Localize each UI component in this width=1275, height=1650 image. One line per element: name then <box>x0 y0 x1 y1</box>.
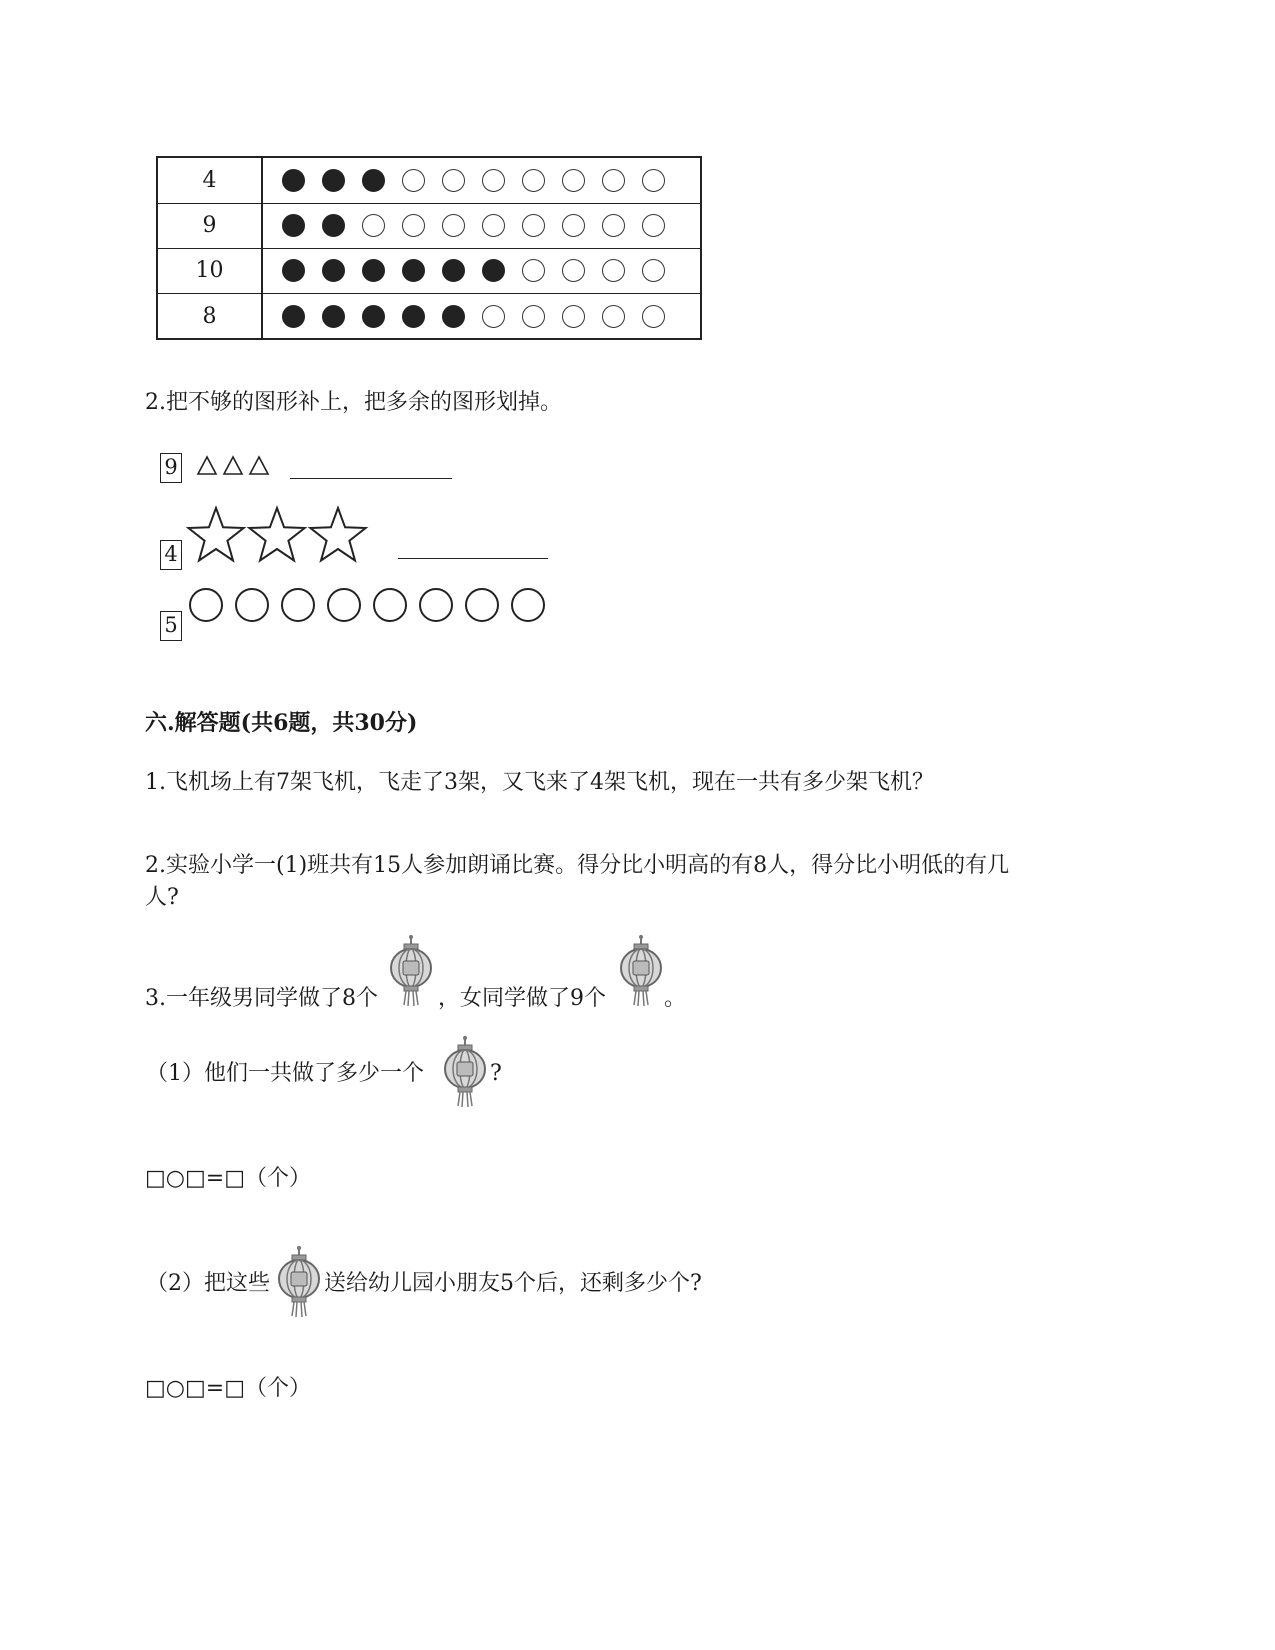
dot-table-number: 8 <box>158 293 263 339</box>
circle-row <box>189 588 545 622</box>
dot-table-number: 9 <box>158 203 263 248</box>
q2-number-box-triangles: 9 <box>160 453 182 483</box>
question-1: 1.飞机场上有7架飞机，飞走了3架，又飞来了4架飞机，现在一共有多少架飞机？ <box>145 770 934 795</box>
circle-shape[interactable] <box>189 588 223 622</box>
lantern-icon <box>388 933 434 1009</box>
filled-dot[interactable] <box>442 259 465 282</box>
star-row <box>186 504 372 570</box>
sub-question-1-end: ? <box>490 1061 502 1086</box>
circle-shape[interactable] <box>511 588 545 622</box>
triangle-shape[interactable] <box>198 457 216 474</box>
empty-dot[interactable] <box>602 305 625 328</box>
triangle-shape[interactable] <box>224 457 242 474</box>
dot-table-number: 4 <box>158 158 263 203</box>
empty-dot[interactable] <box>562 169 585 192</box>
answer-line-stars[interactable] <box>398 558 548 559</box>
circle-shape[interactable] <box>281 588 315 622</box>
dot-table-row <box>158 293 700 339</box>
empty-dot[interactable] <box>522 259 545 282</box>
lantern-icon <box>276 1244 322 1320</box>
star-shape[interactable] <box>188 508 243 561</box>
empty-dot[interactable] <box>642 169 665 192</box>
formula-2[interactable]: □○□=□（个） <box>145 1376 311 1401</box>
empty-dot[interactable] <box>442 214 465 237</box>
empty-dot[interactable] <box>602 259 625 282</box>
question-3-text-b: ，女同学做了9个 <box>438 986 606 1011</box>
star-shape[interactable] <box>310 508 365 561</box>
empty-dot[interactable] <box>602 169 625 192</box>
filled-dot[interactable] <box>282 305 305 328</box>
question-3-text-c: 。 <box>664 986 687 1011</box>
formula-1[interactable]: □○□=□（个） <box>145 1166 311 1191</box>
filled-dot[interactable] <box>402 305 425 328</box>
circle-shape[interactable] <box>327 588 361 622</box>
circle-shape[interactable] <box>235 588 269 622</box>
filled-dot[interactable] <box>322 214 345 237</box>
filled-dot[interactable] <box>282 214 305 237</box>
empty-dot[interactable] <box>522 169 545 192</box>
empty-dot[interactable] <box>442 169 465 192</box>
section-heading: 六.解答题(共6题，共30分) <box>145 710 418 736</box>
filled-dot[interactable] <box>362 259 385 282</box>
filled-dot[interactable] <box>402 259 425 282</box>
filled-dot[interactable] <box>322 259 345 282</box>
star-shape[interactable] <box>249 508 304 561</box>
empty-dot[interactable] <box>362 214 385 237</box>
empty-dot[interactable] <box>562 214 585 237</box>
filled-dot[interactable] <box>322 169 345 192</box>
sub-question-2-start: （2）把这些 <box>146 1271 270 1296</box>
empty-dot[interactable] <box>482 214 505 237</box>
empty-dot[interactable] <box>562 305 585 328</box>
question-2-line-2: 人? <box>145 885 179 910</box>
answer-line-triangles[interactable] <box>290 478 452 479</box>
triangle-row <box>196 453 274 483</box>
empty-dot[interactable] <box>482 305 505 328</box>
filled-dot[interactable] <box>482 259 505 282</box>
q2-number-box-circles: 5 <box>160 611 182 641</box>
filled-dot[interactable] <box>362 169 385 192</box>
dot-table-row <box>158 248 700 294</box>
dot-table-row <box>158 158 700 204</box>
filled-dot[interactable] <box>362 305 385 328</box>
dot-table-number: 10 <box>158 248 263 293</box>
filled-dot[interactable] <box>282 169 305 192</box>
empty-dot[interactable] <box>642 214 665 237</box>
empty-dot[interactable] <box>562 259 585 282</box>
filled-dot[interactable] <box>442 305 465 328</box>
dot-table-row <box>158 203 700 249</box>
lantern-icon <box>618 933 664 1009</box>
circle-shape[interactable] <box>465 588 499 622</box>
empty-dot[interactable] <box>642 259 665 282</box>
question-3-text-a: 3.一年级男同学做了8个 <box>145 986 378 1011</box>
triangle-shape[interactable] <box>250 457 268 474</box>
empty-dot[interactable] <box>642 305 665 328</box>
filled-dot[interactable] <box>322 305 345 328</box>
q2-number-box-stars: 4 <box>160 540 182 570</box>
empty-dot[interactable] <box>522 305 545 328</box>
filled-dot[interactable] <box>282 259 305 282</box>
q2-instruction: 2.把不够的图形补上，把多余的图形划掉。 <box>145 390 562 415</box>
empty-dot[interactable] <box>402 214 425 237</box>
question-2-line-1: 2.实验小学一(1)班共有15人参加朗诵比赛。得分比小明高的有8人，得分比小明低的有几 <box>145 853 1010 878</box>
empty-dot[interactable] <box>402 169 425 192</box>
circle-shape[interactable] <box>419 588 453 622</box>
empty-dot[interactable] <box>602 214 625 237</box>
empty-dot[interactable] <box>482 169 505 192</box>
sub-question-1: （1）他们一共做了多少一个 <box>146 1061 424 1086</box>
circle-shape[interactable] <box>373 588 407 622</box>
sub-question-2-rest: 送给幼儿园小朋友5个后，还剩多少个? <box>324 1271 702 1296</box>
lantern-icon <box>442 1034 488 1110</box>
empty-dot[interactable] <box>522 214 545 237</box>
dot-count-table <box>156 156 702 340</box>
